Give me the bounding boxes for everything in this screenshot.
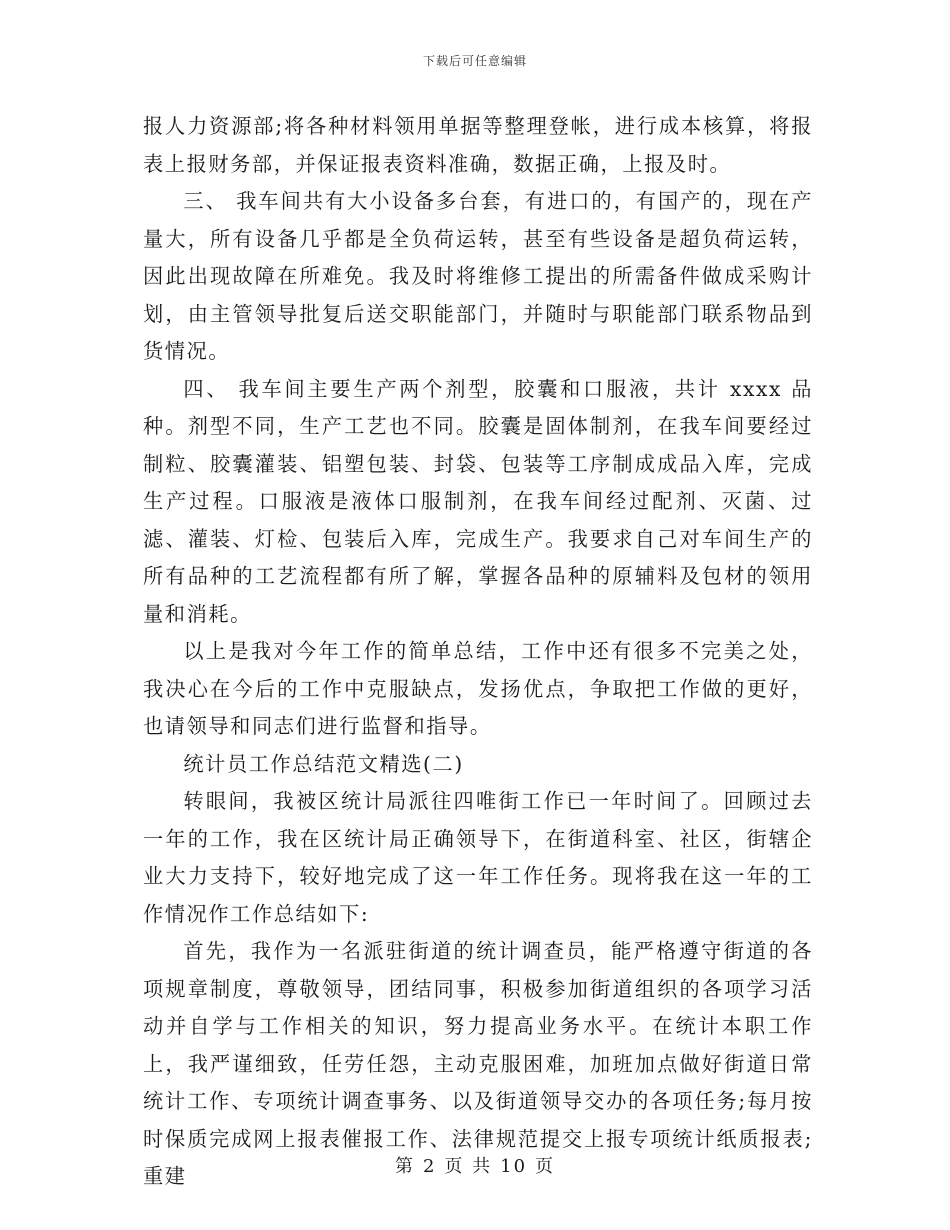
footer-suffix: 页	[535, 1156, 556, 1177]
paragraph: 四、 我车间主要生产两个剂型，胶囊和口服液，共计 xxxx 品种。剂型不同，生产工艺也不同。胶囊是固体制剂，在我车间要经过制粒、胶囊灌装、铝塑包装、封袋、包装等工序制成成品入库，完成生产过程。口服液是液体口服制剂，在我车间经过配剂、灭菌、过滤、灌装、灯检、包装后入库，完成生产。我要求自己对车间生产的所有品种的工艺流程都有所了解，掌握各品种的原辅料及包材的领用量和消耗。	[143, 376, 813, 626]
paragraph: 转眼间，我被区统计局派往四唯街工作已一年时间了。回顾过去一年的工作，我在区统计局正确领导下，在街道科室、社区，街辖企业大力支持下，较好地完成了这一年工作任务。现将我在这一年的工作情况作工作总结如下:	[143, 789, 813, 926]
footer-middle: 页 共	[444, 1156, 493, 1177]
footer-prefix: 第	[394, 1156, 415, 1177]
paragraph: 以上是我对今年工作的简单总结，工作中还有很多不完美之处，我决心在今后的工作中克服缺点，发扬优点，争取把工作做的更好，也请领导和同志们进行监督和指导。	[143, 639, 813, 738]
header-note: 下载后可任意编辑	[422, 54, 527, 68]
paragraph: 三、 我车间共有大小设备多台套，有进口的，有国产的，现在产量大，所有设备几乎都是全负荷运转，甚至有些设备是超负荷运转，因此出现故障在所难免。我及时将维修工提出的所需备件做成采购计划，由主管领导批复后送交职能部门，并随时与职能部门联系物品到货情况。	[143, 189, 813, 363]
document-body	[143, 108, 813, 1196]
paragraph: 报人力资源部;将各种材料领用单据等整理登帐，进行成本核算，将报表上报财务部，并保证报表资料准确，数据正确，上报及时。	[143, 114, 813, 176]
page-footer	[0, 1152, 950, 1178]
paragraph: 首先，我作为一名派驻街道的统计调查员，能严格遵守街道的各项规章制度，尊敬领导，团结同事，积极参加街道组织的各项学习活动并自学与工作相关的知识，努力提高业务水平。在统计本职工作上，我严谨细致，任劳任怨，主动克服困难，加班加点做好街道日常统计工作、专项统计调查事务、以及街道领导交办的各项任务;每月按时保质完成网上报表催报工作、法律规范提交上报专项统计纸质报表;重建	[143, 939, 813, 1188]
page-number: 2	[422, 1156, 437, 1177]
total-pages: 10	[500, 1156, 528, 1177]
section-heading: 统计员工作总结范文精选(二)	[183, 751, 464, 776]
